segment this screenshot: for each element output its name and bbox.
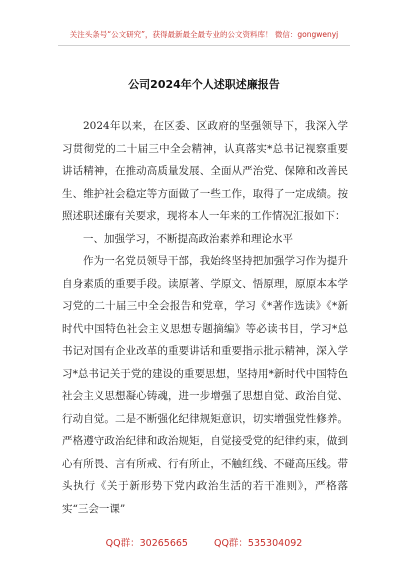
header-divider <box>58 45 350 46</box>
body-paragraph: 作为一名党员领导干部，我始终坚持把加强学习作为提升自身素质的重要手段。读原著、学原文、悟原理，原原本本学习党的二十届三中全会报告和党章，学习《*著作选读》《*新时代中国特色社会主义思想专题摘编》等必读书目，学习*总书记对国有企业改革的重要讲话和重要指示批示精神，深入学习*总书记关于党的建设的重要思想，坚持用*新时代中国特色社会主义思想凝心铸魂，进一步增强了思想自觉、政治自觉、行动自觉。二是不断强化纪律规矩意识，切实增强党性修养。严格遵守政治纪律和政治规矩，自觉接受党的纪律约束，做到心有所畏、言有所戒、行有所止，不触红线、不碰高压线。带头执行《关于新形势下党内政治生活的若干准则》，严格落实“三会一课” <box>62 255 348 515</box>
intro-paragraph: 2024年以来，在区委、区政府的坚强领导下，我深入学习贯彻党的二十届三中全会精神，认真落实*总书记视察重要讲话精神，在推动高质量发展、全面从严治党、保障和改善民生、维护社会稳定等方面做了一些工作，取得了一定成绩。按照述职述廉有关要求，现将本人一年来的工作情况汇报如下： <box>62 120 348 222</box>
footer <box>0 535 408 549</box>
header-banner: 关注头条号“公文研究”，获得最新最全最专业的公文资料库！ 微信：gongwenyj <box>69 30 339 39</box>
section-heading: 一、加强学习，不断提高政治素养和理论水平 <box>83 232 293 245</box>
document-body <box>62 115 348 520</box>
qq-group-2: QQ群：535304092 <box>213 538 303 549</box>
page-title: 公司2024年个人述职述廉报告 <box>128 78 280 91</box>
qq-group-1: QQ群：30265665 <box>105 538 188 549</box>
